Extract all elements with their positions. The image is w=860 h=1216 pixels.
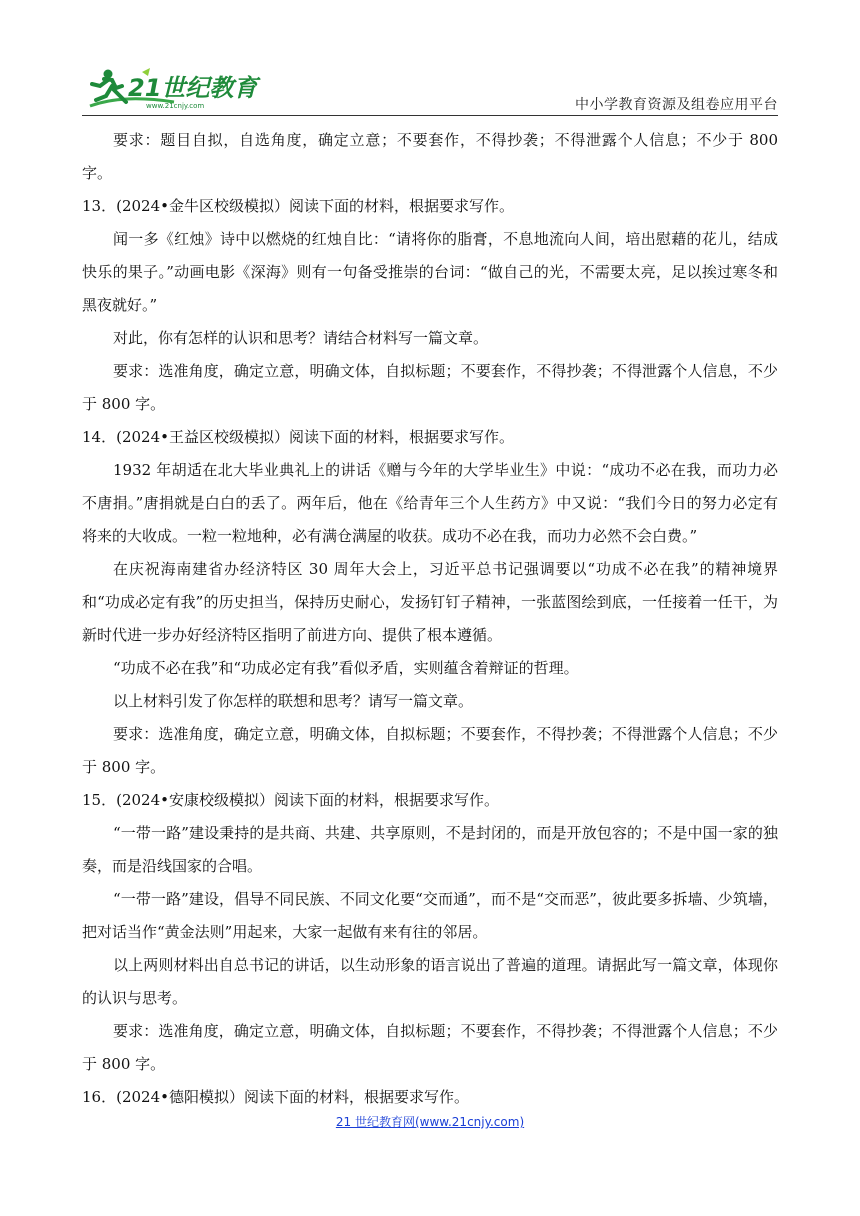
- svg-text:21世纪教育: 21世纪教育: [128, 74, 258, 102]
- question-heading: 14．(2024•王益区校级模拟）阅读下面的材料，根据要求写作。: [82, 428, 514, 446]
- page-footer: [0, 1113, 860, 1130]
- question-heading: 15．(2024•安康校级模拟）阅读下面的材料，根据要求写作。: [82, 791, 499, 809]
- body-paragraph: 要求：选准角度，确定立意，明确文体，自拟标题；不要套作，不得抄袭；不得泄露个人信息；不少于 800 字。: [82, 1022, 778, 1073]
- question-heading: 13．(2024•金牛区校级模拟）阅读下面的材料，根据要求写作。: [82, 197, 514, 215]
- body-paragraph: 要求：选准角度，确定立意，明确文体，自拟标题；不要套作，不得抄袭；不得泄露个人信息；不少于 800 字。: [82, 725, 778, 776]
- document-body: [82, 124, 778, 1114]
- body-paragraph: “一带一路”建设，倡导不同民族、不同文化要“交而通”，而不是“交而恶”，彼此要多拆墙、少筑墙，把对话当作“黄金法则”用起来，大家一起做有来有往的邻居。: [82, 890, 778, 941]
- body-paragraph: 闻一多《红烛》诗中以燃烧的红烛自比：“请将你的脂膏，不息地流向人间，培出慰藉的花儿，结成快乐的果子。”动画电影《深海》则有一句备受推崇的台词：“做自己的光，不需要太亮，足以挨过寒冬和黑夜就好。”: [82, 230, 778, 314]
- body-paragraph: 对此，你有怎样的认识和思考？请结合材料写一篇文章。: [113, 329, 489, 347]
- body-paragraph: “功成不必在我”和“功成必定有我”看似矛盾，实则蕴含着辩证的哲理。: [113, 659, 579, 677]
- body-paragraph: “一带一路”建设秉持的是共商、共建、共享原则，不是封闭的，而是开放包容的；不是中国一家的独奏，而是沿线国家的合唱。: [82, 824, 778, 875]
- site-logo[interactable]: [82, 66, 262, 112]
- page-header: [82, 66, 778, 114]
- runner-logo-icon: [82, 66, 262, 112]
- svg-text:www.21cnjy.com: www.21cnjy.com: [146, 102, 205, 110]
- body-paragraph: 要求：选准角度，确定立意，明确文体，自拟标题；不要套作，不得抄袭；不得泄露个人信息，不少于 800 字。: [82, 362, 778, 413]
- body-paragraph: 以上材料引发了你怎样的联想和思考？请写一篇文章。: [113, 692, 474, 710]
- body-paragraph: 1932 年胡适在北大毕业典礼上的讲话《赠与今年的大学毕业生》中说：“成功不必在我，而功力必不唐捐。”唐捐就是白白的丢了。两年后，他在《给青年三个人生药方》中又说：“我们今日的努力必定有将来的大收成。一粒一粒地种，必有满仓满屋的收获。成功不必在我，而功力必然不会白费。”: [82, 461, 778, 545]
- body-paragraph: 以上两则材料出自总书记的讲话，以生动形象的语言说出了普遍的道理。请据此写一篇文章，体现你的认识与思考。: [82, 956, 778, 1007]
- header-divider: [82, 115, 778, 116]
- footer-link[interactable]: 21 世纪教育网(www.21cnjy.com): [335, 1115, 525, 1129]
- body-paragraph: 要求：题目自拟，自选角度，确定立意；不要套作，不得抄袭；不得泄露个人信息；不少于 800 字。: [82, 131, 778, 182]
- body-paragraph: 在庆祝海南建省办经济特区 30 周年大会上，习近平总书记强调要以“功成不必在我”的精神境界和“功成必定有我”的历史担当，保持历史耐心，发扬钉钉子精神，一张蓝图绘到底，一任接着一任干，为新时代进一步办好经济特区指明了前进方向、提供了根本遵循。: [82, 560, 778, 644]
- platform-name: 中小学教育资源及组卷应用平台: [575, 97, 778, 113]
- question-heading: 16．(2024•德阳模拟）阅读下面的材料，根据要求写作。: [82, 1088, 469, 1106]
